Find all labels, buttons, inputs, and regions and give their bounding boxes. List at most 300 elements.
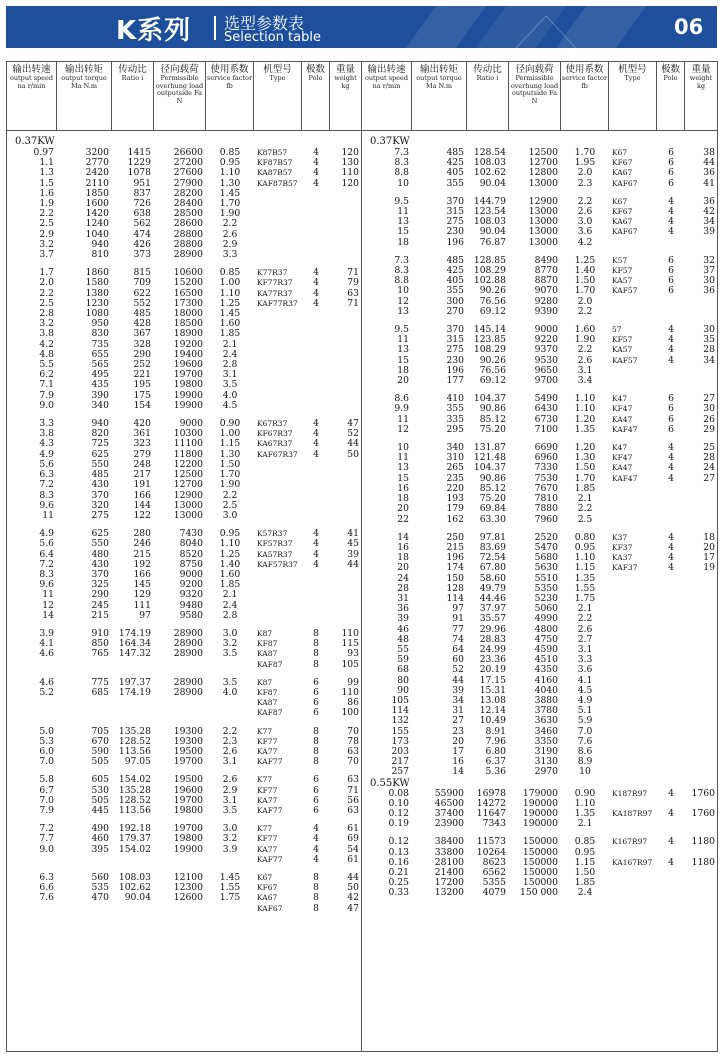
factor-cell: 2.6 [577, 354, 593, 366]
type-cell: KAF47 [612, 424, 638, 434]
torque-cell: 31 [452, 705, 464, 717]
pole-cell: 4 [313, 558, 319, 570]
ratio-cell: 144 [133, 499, 151, 511]
load-cell: 13000 [528, 206, 558, 218]
speed-cell: 7.7 [39, 833, 54, 845]
factor-cell: 3.1 [222, 794, 238, 806]
torque-cell: 97 [452, 603, 464, 615]
type-cell: KAF57 [612, 286, 638, 296]
factor-cell: 3.5 [222, 676, 238, 688]
weight-cell: 110 [341, 686, 359, 698]
ratio-cell: 123.54 [473, 206, 506, 218]
type-cell: KF57R37 [257, 539, 293, 549]
ratio-cell: 815 [133, 267, 151, 279]
left-grid [7, 148, 362, 914]
torque-cell: 1240 [85, 218, 109, 230]
weight-cell: 1180 [691, 856, 715, 868]
torque-cell: 270 [446, 305, 464, 317]
ratio-cell: 428 [133, 318, 151, 330]
type-cell [609, 625, 657, 635]
type-cell [254, 309, 302, 319]
torque-cell: 325 [91, 579, 109, 591]
factor-cell: 2.2 [577, 195, 593, 207]
load-cell [154, 904, 206, 914]
speed-cell [7, 904, 57, 914]
ratio-cell: 97 [139, 609, 151, 621]
torque-cell: 485 [446, 254, 464, 266]
speed-cell: 9.6 [39, 579, 54, 591]
factor-cell: 1.40 [574, 265, 596, 277]
factor-cell: 1.10 [574, 403, 596, 415]
type-cell: KA77R37 [257, 288, 293, 298]
torque-cell: 355 [446, 177, 464, 189]
weight-cell: 130 [341, 157, 359, 169]
speed-cell: 9.9 [394, 403, 409, 415]
weight-cell: 69 [347, 833, 359, 845]
type-cell: KA37 [612, 553, 633, 563]
pole-cell: 6 [668, 177, 674, 189]
load-cell: 13000 [173, 499, 203, 511]
type-cell [609, 665, 657, 675]
load-cell: 18500 [173, 318, 203, 330]
pole-cell: 8 [313, 648, 319, 660]
type-cell [609, 747, 657, 757]
torque-cell: 310 [446, 452, 464, 464]
load-cell [154, 855, 206, 865]
load-cell: 4590 [534, 643, 558, 655]
pole-cell [302, 219, 330, 229]
pole-cell [302, 350, 330, 360]
pole-cell: 4 [668, 344, 674, 356]
pole-cell: 8 [313, 735, 319, 747]
pole-cell [302, 360, 330, 370]
speed-cell: 6.3 [39, 872, 54, 883]
speed-cell: 155 [391, 725, 409, 737]
torque-cell: 1580 [85, 277, 109, 289]
factor-cell: 3.6 [577, 226, 593, 238]
pole-cell [657, 504, 685, 514]
speed-cell: 8.3 [39, 568, 54, 580]
ratio-cell: 23.36 [479, 654, 506, 666]
ratio-cell: 290 [133, 348, 151, 360]
weight-cell: 20 [703, 541, 715, 553]
speed-cell: 12 [42, 599, 54, 611]
torque-cell: 20 [452, 735, 464, 747]
load-cell: 9320 [179, 589, 203, 601]
type-cell: K67 [257, 873, 273, 882]
factor-cell: 2.2 [577, 344, 593, 356]
weight-cell [685, 676, 718, 686]
load-cell: 5350 [534, 582, 558, 594]
load-cell: 12500 [173, 469, 203, 481]
speed-cell: 0.33 [388, 887, 409, 899]
speed-cell: 8.3 [39, 489, 54, 501]
load-cell: 28800 [173, 228, 203, 240]
load-cell: 150000 [522, 836, 558, 848]
pole-cell: 6 [668, 157, 674, 169]
table-row [362, 307, 718, 317]
weight-cell [330, 250, 362, 260]
type-cell: KF77 [257, 785, 278, 795]
weight-cell: 50 [347, 448, 359, 460]
type-cell: KF57 [612, 335, 633, 345]
table-row [362, 515, 718, 525]
load-cell: 28900 [173, 638, 203, 650]
factor-cell: 1.50 [574, 462, 596, 474]
load-cell: 13000 [528, 216, 558, 228]
header-factor: 使用系数 service factor fb [206, 62, 254, 131]
factor-cell: 1.70 [574, 285, 596, 297]
factor-cell: 1.50 [574, 867, 596, 878]
weight-cell [330, 401, 362, 411]
weight-cell: 100 [341, 707, 359, 719]
header-weight: 重量 weight kg [685, 62, 718, 131]
load-cell: 28500 [173, 208, 203, 220]
type-cell [609, 727, 657, 737]
pole-cell [657, 686, 685, 696]
type-cell [609, 868, 657, 878]
speed-cell: 3.8 [39, 428, 54, 440]
weight-cell [330, 470, 362, 480]
load-cell: 5060 [534, 603, 558, 615]
factor-cell: 2.0 [577, 295, 593, 307]
load-cell: 28900 [173, 676, 203, 688]
speed-cell: 4.6 [39, 648, 54, 660]
speed-cell: 11 [397, 206, 409, 218]
pole-cell [657, 494, 685, 504]
pole-cell: 4 [668, 324, 674, 336]
type-cell [254, 209, 302, 219]
ratio-cell: 35.57 [479, 613, 506, 625]
pole-cell [657, 297, 685, 307]
torque-cell: 430 [91, 558, 109, 570]
pole-cell: 4 [313, 147, 319, 158]
ratio-cell [112, 698, 154, 708]
load-cell [154, 660, 206, 670]
weight-cell [685, 645, 718, 655]
torque-cell: 535 [91, 882, 109, 894]
header-ratio: 传动比 Ratio i [112, 62, 154, 131]
type-cell: KAF47 [612, 473, 638, 483]
torque-cell: 275 [91, 509, 109, 521]
type-cell [609, 484, 657, 494]
speed-cell: 6.3 [39, 469, 54, 481]
pole-cell: 4 [668, 787, 674, 799]
load-cell: 3880 [534, 694, 558, 706]
type-cell [609, 366, 657, 376]
load-cell: 5230 [534, 592, 558, 604]
torque-cell: 55900 [434, 787, 464, 799]
weight-cell: 36 [703, 195, 715, 207]
factor-cell: 1.40 [219, 558, 241, 570]
factor-cell: 2.7 [577, 633, 593, 645]
pole-cell: 6 [313, 794, 319, 806]
table-body-row [7, 131, 718, 1052]
ratio-cell: 131.87 [473, 442, 506, 454]
weight-cell [330, 380, 362, 390]
torque-cell: 460 [91, 833, 109, 845]
load-cell: 12600 [173, 892, 203, 904]
factor-cell: 1.60 [219, 318, 241, 330]
ratio-cell: 154.02 [118, 774, 151, 786]
ratio-cell: 10.49 [479, 715, 506, 727]
type-cell: KF77 [257, 834, 278, 844]
weight-cell: 71 [347, 267, 359, 279]
factor-cell: 7.0 [577, 725, 593, 737]
load-cell: 19600 [173, 359, 203, 371]
type-cell: KAF67 [257, 903, 283, 913]
speed-cell: 3.3 [39, 418, 54, 430]
torque-cell: 940 [91, 418, 109, 430]
weight-cell: 86 [347, 697, 359, 709]
table-row [7, 904, 362, 914]
load-cell: 3630 [534, 715, 558, 727]
factor-cell: 1.50 [574, 275, 596, 287]
factor-cell: 1.35 [574, 572, 596, 584]
ratio-cell: 76.56 [479, 295, 506, 307]
torque-cell: 370 [446, 324, 464, 336]
type-cell [609, 767, 657, 777]
ratio-cell: 15.31 [479, 684, 506, 696]
type-cell: KF87B57 [257, 158, 293, 168]
factor-cell: 1.70 [219, 469, 241, 481]
ratio-cell: 6562 [482, 867, 506, 878]
torque-cell: 355 [446, 285, 464, 297]
ratio-cell: 83.69 [479, 541, 506, 553]
factor-cell: 1.85 [219, 579, 241, 591]
ratio-cell [112, 708, 154, 718]
pole-cell [302, 491, 330, 501]
speed-cell: 1.6 [39, 187, 54, 199]
type-cell [609, 696, 657, 706]
load-cell: 9280 [534, 295, 558, 307]
speed-cell: 8.8 [394, 275, 409, 287]
pole-cell [302, 611, 330, 621]
load-cell: 9000 [534, 324, 558, 336]
weight-cell: 44 [703, 157, 715, 169]
table-row [7, 590, 362, 600]
factor-cell: 1.00 [219, 277, 241, 289]
ratio-cell: 108.03 [118, 872, 151, 883]
ratio-cell: 179.37 [118, 833, 151, 845]
torque-cell: 425 [446, 157, 464, 169]
torque-cell: 505 [91, 756, 109, 768]
load-cell: 8870 [534, 275, 558, 287]
speed-cell: 3.2 [39, 318, 54, 330]
ratio-cell: 97.81 [479, 531, 506, 543]
speed-cell: 8.3 [394, 265, 409, 277]
ratio-cell: 102.62 [473, 167, 506, 179]
pole-cell [302, 329, 330, 339]
torque-cell: 590 [91, 745, 109, 757]
factor-cell: 3.5 [222, 379, 238, 391]
type-cell: KA57 [612, 345, 633, 355]
pole-cell [657, 366, 685, 376]
type-cell [254, 319, 302, 329]
pole-cell [657, 706, 685, 716]
ratio-cell: 76.56 [479, 364, 506, 376]
pole-cell [657, 676, 685, 686]
load-cell: 5680 [534, 552, 558, 564]
pole-cell: 6 [668, 393, 674, 405]
torque-cell: 174 [446, 562, 464, 574]
torque-cell: 177 [446, 375, 464, 387]
torque-cell: 335 [446, 413, 464, 425]
section-label: 0.37KW [370, 136, 410, 147]
type-cell: K87B57 [257, 148, 288, 157]
load-cell: 8490 [534, 254, 558, 266]
pole-cell [302, 309, 330, 319]
weight-cell [685, 504, 718, 514]
type-cell: K77 [257, 775, 273, 785]
type-cell [254, 219, 302, 229]
type-cell: KA57 [612, 276, 633, 286]
type-cell [254, 189, 302, 199]
type-cell: KA67 [612, 217, 633, 227]
pole-cell: 4 [313, 448, 319, 460]
speed-cell: 6.0 [39, 745, 54, 757]
torque-cell: 950 [91, 318, 109, 330]
weight-cell: 34 [703, 216, 715, 228]
type-cell [609, 655, 657, 665]
speed-cell: 15 [397, 472, 409, 484]
pole-cell: 4 [313, 277, 319, 289]
torque-cell: 625 [91, 448, 109, 460]
speed-cell: 7.2 [39, 823, 54, 835]
weight-cell: 115 [341, 638, 359, 650]
ratio-cell: 174.19 [118, 686, 151, 698]
pole-cell [302, 401, 330, 411]
load-cell: 18900 [173, 328, 203, 340]
weight-cell [685, 604, 718, 614]
torque-cell: 320 [91, 499, 109, 511]
load-cell: 4800 [534, 623, 558, 635]
weight-cell: 47 [347, 902, 359, 914]
torque-cell: 490 [91, 823, 109, 835]
load-cell: 150000 [522, 867, 558, 878]
speed-cell: 5.6 [39, 538, 54, 550]
load-cell: 18000 [173, 308, 203, 320]
load-cell: 150000 [522, 877, 558, 889]
torque-cell: 17200 [434, 877, 464, 889]
speed-cell: 7.3 [394, 254, 409, 266]
speed-cell: 0.21 [388, 867, 409, 878]
pole-cell: 6 [313, 804, 319, 816]
type-cell [254, 570, 302, 580]
factor-cell: 1.20 [574, 442, 596, 454]
subtitle-cn: 选型参数表 [224, 14, 305, 33]
weight-cell [685, 625, 718, 635]
type-cell: KAF87 [257, 708, 283, 718]
weight-cell: 44 [347, 558, 359, 570]
factor-cell: 1.45 [219, 872, 241, 883]
ratio-cell: 37.97 [479, 603, 506, 615]
section-label-2: 0.55KW [370, 777, 410, 789]
load-cell: 190000 [522, 818, 558, 830]
factor-cell: 4.5 [222, 399, 238, 411]
pole-cell [302, 511, 330, 521]
weight-cell [330, 491, 362, 501]
factor-cell: 4.0 [222, 389, 238, 401]
type-cell: K47 [612, 443, 628, 453]
speed-cell: 4.3 [39, 438, 54, 450]
type-cell [254, 460, 302, 470]
factor-cell: 4.1 [577, 674, 593, 686]
type-cell [254, 199, 302, 209]
speed-cell: 4.8 [39, 348, 54, 360]
speed-cell: 257 [391, 766, 409, 778]
pole-cell: 6 [313, 707, 319, 719]
pole-cell: 8 [313, 892, 319, 904]
load-cell: 150 000 [520, 887, 558, 899]
weight-cell [685, 515, 718, 525]
ratio-cell: 108.29 [473, 344, 506, 356]
speed-cell: 6.4 [39, 548, 54, 560]
ratio-cell: 63.30 [479, 513, 506, 525]
ratio-cell: 12.14 [479, 705, 506, 717]
ratio-cell: 14272 [476, 797, 506, 809]
load-cell: 12700 [173, 479, 203, 491]
torque-cell: 91 [452, 613, 464, 625]
weight-cell: 36 [703, 285, 715, 297]
torque-cell: 370 [91, 568, 109, 580]
speed-cell: 46 [397, 623, 409, 635]
torque-cell: 480 [91, 548, 109, 560]
ratio-cell: 90.86 [479, 472, 506, 484]
factor-cell: 3.4 [577, 375, 593, 387]
type-cell [609, 635, 657, 645]
type-cell: K67R37 [257, 419, 288, 429]
pole-cell [302, 240, 330, 250]
torque-cell: 37400 [434, 807, 464, 819]
speed-cell: 9.0 [39, 399, 54, 411]
factor-cell: 1.10 [574, 552, 596, 564]
pole-cell [657, 635, 685, 645]
torque-cell: 28100 [434, 856, 464, 868]
weight-cell: 45 [347, 538, 359, 550]
torque-cell: 395 [91, 843, 109, 855]
speed-cell: 1.3 [39, 167, 54, 179]
table-row [7, 893, 362, 903]
ratio-cell: 90.04 [479, 226, 506, 238]
table-row [7, 806, 362, 816]
speed-cell: 15 [397, 226, 409, 238]
weight-cell [330, 219, 362, 229]
type-cell: KA47 [612, 414, 633, 424]
torque-cell: 17 [452, 745, 464, 757]
header-ratio: 传动比 Ratio i [467, 62, 509, 131]
type-cell: KA47 [612, 463, 633, 473]
factor-cell: 8.6 [577, 745, 593, 757]
speed-cell: 20 [397, 503, 409, 515]
torque-cell: 735 [91, 338, 109, 350]
type-cell: KA77 [257, 844, 278, 854]
torque-cell: 655 [91, 348, 109, 360]
weight-cell: 47 [347, 418, 359, 430]
factor-cell [206, 904, 254, 914]
torque-cell: 245 [91, 599, 109, 611]
weight-cell: 61 [347, 823, 359, 835]
ratio-cell: 154.02 [118, 843, 151, 855]
load-cell: 9070 [534, 285, 558, 297]
torque-cell: 64 [452, 643, 464, 655]
factor-cell: 1.55 [219, 882, 241, 894]
ratio-cell: 29.96 [479, 623, 506, 635]
type-cell: KAF77 [257, 757, 283, 767]
pole-cell: 6 [668, 423, 674, 435]
pole-cell: 4 [668, 541, 674, 553]
table-row [362, 888, 718, 898]
